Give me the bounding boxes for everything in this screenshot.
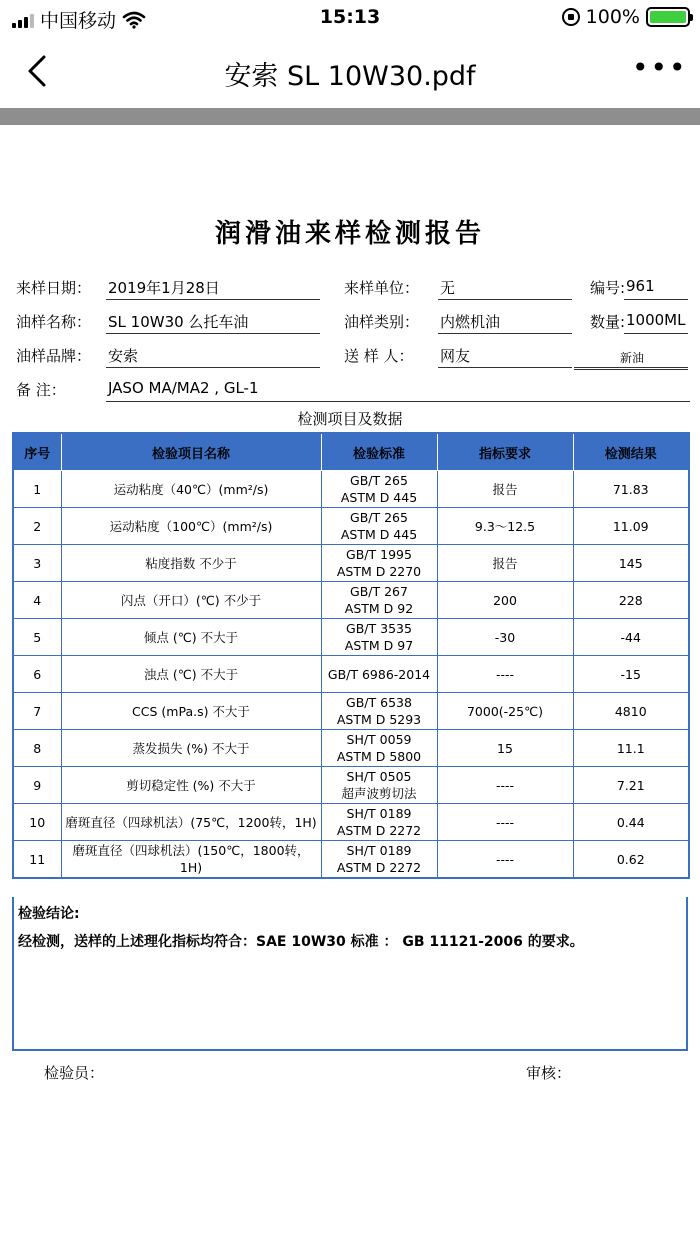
test-result: -15 bbox=[573, 656, 689, 693]
test-standard: SH/T 0059 ASTM D 5800 bbox=[321, 730, 437, 767]
column-header: 检验标准 bbox=[321, 433, 437, 471]
table-row bbox=[13, 508, 689, 545]
sample-date-value: 2019年1月28日 bbox=[106, 277, 320, 300]
test-result: 11.09 bbox=[573, 508, 689, 545]
conclusion-text: 经检测，送样的上述理化指标均符合：SAE 10W30 标准 ： GB 11121-2006 的要求。 bbox=[18, 934, 584, 950]
table-row bbox=[13, 656, 689, 693]
carrier-label: 中国移动 bbox=[40, 10, 117, 32]
test-result: 0.62 bbox=[573, 841, 689, 879]
oil-condition-value: 新油 bbox=[574, 345, 688, 370]
number-label: 编号: bbox=[590, 279, 626, 297]
row-number: 2 bbox=[13, 508, 61, 545]
remark-value: JASO MA/MA2 , GL-1 bbox=[106, 379, 690, 402]
requirement: -30 bbox=[437, 619, 573, 656]
requirement: 报告 bbox=[437, 471, 573, 508]
rotation-lock-icon bbox=[562, 8, 580, 26]
test-standard: GB/T 6986-2014 bbox=[321, 656, 437, 693]
requirement: ---- bbox=[437, 656, 573, 693]
row-number: 7 bbox=[13, 693, 61, 730]
table-row bbox=[13, 582, 689, 619]
test-item-name: 粘度指数 不少于 bbox=[61, 545, 321, 582]
sample-date-label: 来样日期： bbox=[16, 279, 92, 297]
oil-type-value: 内燃机油 bbox=[438, 311, 572, 334]
test-item-name: 闪点（开口）(℃) 不少于 bbox=[61, 582, 321, 619]
column-header: 检验项目名称 bbox=[61, 433, 321, 471]
oil-name-label: 油样名称： bbox=[16, 313, 92, 331]
table-row bbox=[13, 619, 689, 656]
requirement: 9.3～12.5 bbox=[437, 508, 573, 545]
test-standard: SH/T 0189 ASTM D 2272 bbox=[321, 804, 437, 841]
test-item-name: 剪切稳定性 (%) 不大于 bbox=[61, 767, 321, 804]
sample-unit-label: 来样单位： bbox=[344, 279, 420, 297]
pdf-page[interactable] bbox=[0, 125, 700, 1244]
row-number: 1 bbox=[13, 471, 61, 508]
test-standard: GB/T 3535 ASTM D 97 bbox=[321, 619, 437, 656]
table-row bbox=[13, 471, 689, 508]
row-number: 11 bbox=[13, 841, 61, 879]
sender-value: 网友 bbox=[438, 345, 572, 368]
test-result: 145 bbox=[573, 545, 689, 582]
requirement: ---- bbox=[437, 804, 573, 841]
toolbar-divider bbox=[0, 108, 700, 125]
test-item-name: 运动粘度（100℃）(mm²/s) bbox=[61, 508, 321, 545]
table-row bbox=[13, 545, 689, 582]
test-standard: GB/T 267 ASTM D 92 bbox=[321, 582, 437, 619]
oil-name-value: SL 10W30 么托车油 bbox=[106, 311, 320, 334]
test-standard: SH/T 0189 ASTM D 2272 bbox=[321, 841, 437, 879]
table-row bbox=[13, 804, 689, 841]
sample-unit-value: 无 bbox=[438, 277, 572, 300]
report-title: 润滑油来样检测报告 bbox=[214, 219, 485, 249]
remark-label: 备 注： bbox=[16, 381, 66, 399]
conclusion-title: 检验结论: bbox=[18, 906, 80, 922]
conclusion-box bbox=[12, 897, 688, 1051]
test-item-name: 磨斑直径（四球机法）(75℃，1200转，1H) bbox=[61, 804, 321, 841]
test-result: 228 bbox=[573, 582, 689, 619]
quantity-label: 数量: bbox=[590, 313, 626, 331]
row-number: 4 bbox=[13, 582, 61, 619]
column-header: 指标要求 bbox=[437, 433, 573, 471]
inspector-label: 检验员： bbox=[44, 1064, 105, 1082]
column-header: 检测结果 bbox=[573, 433, 689, 471]
test-item-name: 磨斑直径（四球机法）(150℃，1800转，1H) bbox=[61, 841, 321, 879]
test-result: 7.21 bbox=[573, 767, 689, 804]
oil-type-label: 油样类别： bbox=[344, 313, 420, 331]
oil-brand-value: 安索 bbox=[106, 345, 320, 368]
row-number: 6 bbox=[13, 656, 61, 693]
test-result: 4810 bbox=[573, 693, 689, 730]
sender-label: 送 样 人： bbox=[344, 347, 414, 365]
test-item-name: 蒸发损失 (%) 不大于 bbox=[61, 730, 321, 767]
table-row bbox=[13, 841, 689, 879]
requirement: 报告 bbox=[437, 545, 573, 582]
test-standard: GB/T 6538 ASTM D 5293 bbox=[321, 693, 437, 730]
clock: 15:13 bbox=[319, 6, 381, 28]
test-result: 71.83 bbox=[573, 471, 689, 508]
battery-percent: 100% bbox=[585, 6, 640, 28]
test-item-name: 运动粘度（40℃）(mm²/s) bbox=[61, 471, 321, 508]
section-title: 检测项目及数据 bbox=[297, 410, 403, 428]
table-row bbox=[13, 693, 689, 730]
row-number: 5 bbox=[13, 619, 61, 656]
test-item-name: 浊点 (℃) 不大于 bbox=[61, 656, 321, 693]
requirement: ---- bbox=[437, 841, 573, 879]
row-number: 3 bbox=[13, 545, 61, 582]
column-header: 序号 bbox=[13, 433, 61, 471]
test-result: 11.1 bbox=[573, 730, 689, 767]
requirement: 15 bbox=[437, 730, 573, 767]
document-title: 安索 SL 10W30.pdf bbox=[224, 61, 476, 92]
table-header-row bbox=[13, 433, 689, 471]
row-number: 10 bbox=[13, 804, 61, 841]
status-bar bbox=[0, 0, 700, 36]
navigation-bar bbox=[0, 36, 700, 108]
test-standard: GB/T 265 ASTM D 445 bbox=[321, 508, 437, 545]
requirement: 200 bbox=[437, 582, 573, 619]
row-number: 8 bbox=[13, 730, 61, 767]
table-row bbox=[13, 767, 689, 804]
more-options-button[interactable]: ••• bbox=[632, 51, 688, 84]
oil-brand-label: 油样品牌： bbox=[16, 347, 92, 365]
battery-icon bbox=[646, 7, 690, 27]
quantity-value: 1000ML bbox=[624, 311, 688, 334]
table-row bbox=[13, 730, 689, 767]
row-number: 9 bbox=[13, 767, 61, 804]
test-standard: GB/T 265 ASTM D 445 bbox=[321, 471, 437, 508]
test-standard: SH/T 0505 超声波剪切法 bbox=[321, 767, 437, 804]
test-item-name: 倾点 (℃) 不大于 bbox=[61, 619, 321, 656]
test-result: 0.44 bbox=[573, 804, 689, 841]
test-item-name: CCS (mPa.s) 不大于 bbox=[61, 693, 321, 730]
reviewer-label: 审核： bbox=[526, 1064, 572, 1082]
test-data-table bbox=[12, 432, 690, 879]
status-right bbox=[562, 6, 690, 28]
test-standard: GB/T 1995 ASTM D 2270 bbox=[321, 545, 437, 582]
requirement: ---- bbox=[437, 767, 573, 804]
number-value: 961 bbox=[624, 277, 688, 300]
test-result: -44 bbox=[573, 619, 689, 656]
requirement: 7000(-25℃) bbox=[437, 693, 573, 730]
